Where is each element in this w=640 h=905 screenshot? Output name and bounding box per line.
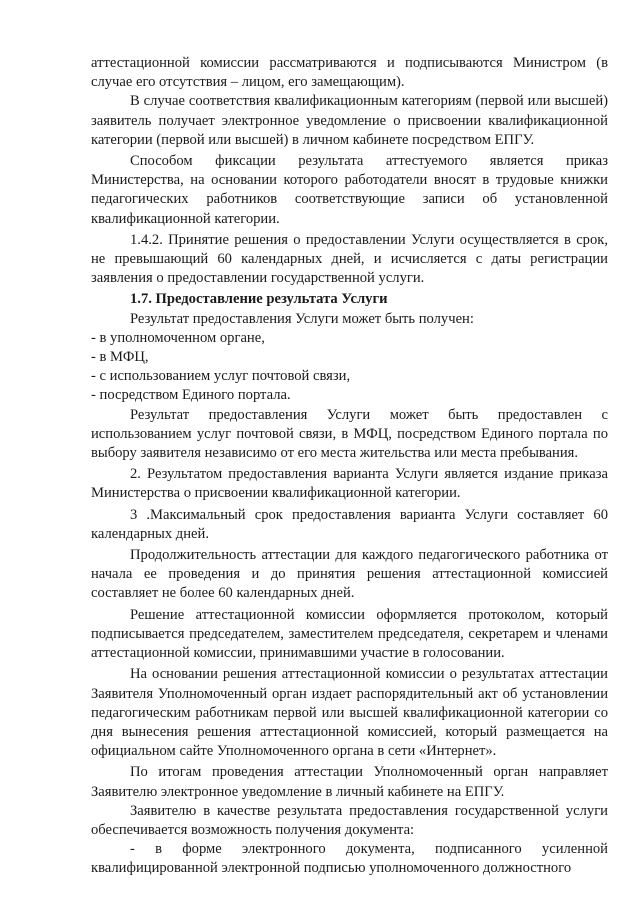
list-item: - в уполномоченном органе, xyxy=(91,329,265,346)
paragraph-commission-signing: аттестационной комиссии рассматриваются и подписываются Министром (в случае его отсутствия – лицом, его замещающим). xyxy=(91,55,608,91)
paragraph-category-notification: В случае соответствия квалификационным категориям (первой или высшей) заявитель получает электронное уведомление о присвоении квалификационной категории (первой или высшей) в личном кабинете посредством ЕПГУ. xyxy=(91,93,608,148)
paragraph-attestation-duration: Продолжительность аттестации для каждого педагогического работника от начала ее проведения и до принятия решения аттестационной комиссией составляет не более 60 календарных дней. xyxy=(91,547,608,602)
paragraph-decision-term: 1.4.2. Принятие решения о предоставлении Услуги осуществляется в срок, не превышающий 60 календарных дней, и исчисляется с даты регистрации заявления о предоставлении государственной услуги. xyxy=(91,231,608,287)
paragraph-electronic-document: - в форме электронного документа, подписанного усиленной квалифицированной электронной подписью уполномоченного должностного xyxy=(91,841,608,877)
paragraph-result-order: 2. Результатом предоставления варианта Услуги является издание приказа Министерства о присвоении квалификационной категории. xyxy=(91,466,608,502)
paragraph-max-term: 3 .Максимальный срок предоставления варианта Услуги составляет 60 календарных дней. xyxy=(91,506,608,542)
section-heading: 1.7. Предоставление результата Услуги xyxy=(130,291,388,308)
paragraph-administrative-act: На основании решения аттестационной комиссии о результатах аттестации Заявителя Уполномоченный орган издает распорядительный акт об установлении педагогическим работникам первой или высшей квалификационной категории со дня вынесения решения аттестационной комиссией, который размещается на официальном сайте Уполномоченного органа в сети «Интернет». xyxy=(91,666,608,760)
paragraph-document-receipt: Заявителю в качестве результата предоставления государственной услуги обеспечивается возможность получения документа: xyxy=(91,802,608,838)
paragraph-commission-protocol: Решение аттестационной комиссии оформляется протоколом, который подписывается председателем, заместителем председателя, секретарем и членами аттестационной комиссии, принимавшими участие в голосовании. xyxy=(91,606,608,662)
paragraph-result-fixation: Способом фиксации результата аттестуемого является приказ Министерства, на основании которого работодатели вносят в трудовые книжки педагогических работников соответствующие записи об установленной квалификационной категории. xyxy=(91,153,608,227)
list-item: - с использованием услуг почтовой связи, xyxy=(91,368,351,385)
paragraph-electronic-notice: По итогам проведения аттестации Уполномоченный орган направляет Заявителю электронное уведомление в личный кабинете на ЕПГУ. xyxy=(91,764,608,800)
result-channel-list xyxy=(91,329,608,406)
paragraph-result-delivery: Результат предоставления Услуги может быть предоставлен с использованием услуг почтовой связи, в МФЦ, посредством Единого портала по выбору заявителя независимо от его места жительства или места пребывания. xyxy=(91,406,608,462)
paragraph-result-intro: Результат предоставления Услуги может быть получен: xyxy=(130,310,474,327)
list-item: - посредством Единого портала. xyxy=(91,387,291,404)
list-item: - в МФЦ, xyxy=(91,349,149,366)
